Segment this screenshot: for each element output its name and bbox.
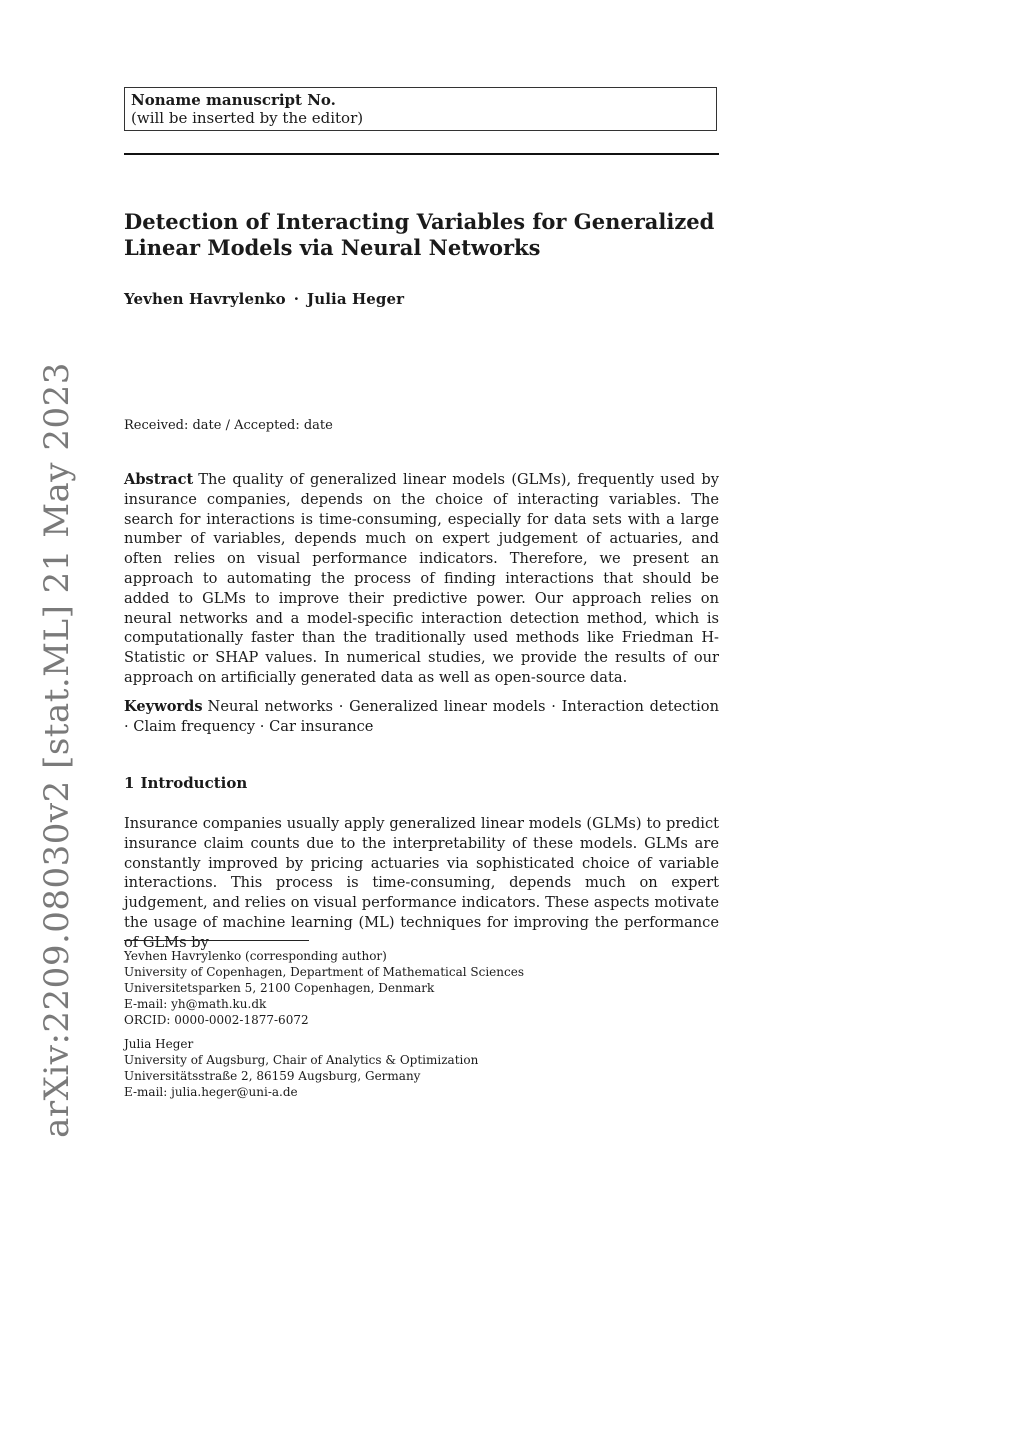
- affiliation-line: Universitätsstraße 2, 86159 Augsburg, Germany: [124, 1069, 421, 1083]
- affiliation-line: University of Augsburg, Chair of Analytics & Optimization: [124, 1053, 479, 1067]
- section-number: 1: [124, 774, 135, 792]
- affiliation-line: University of Copenhagen, Department of Mathematical Sciences: [124, 965, 524, 979]
- keywords-label: Keywords: [124, 698, 203, 715]
- author-list: [124, 290, 404, 308]
- section-heading: [124, 774, 247, 792]
- paper-title: Detection of Interacting Variables for Generalized Linear Models via Neural Networks: [124, 209, 715, 260]
- manuscript-box: [124, 87, 717, 131]
- section-title: Introduction: [140, 774, 248, 792]
- affiliation-email: E-mail: julia.heger@uni-a.de: [124, 1085, 298, 1099]
- affiliation-line: Julia Heger: [124, 1037, 194, 1051]
- abstract-label: Abstract: [124, 471, 194, 488]
- affiliation-line: Yevhen Havrylenko (corresponding author): [124, 949, 387, 963]
- author-name: Yevhen Havrylenko: [124, 290, 286, 308]
- abstract: [124, 470, 719, 688]
- title-rule: [124, 153, 719, 155]
- affiliation-line: Universitetsparken 5, 2100 Copenhagen, Denmark: [124, 981, 435, 995]
- introduction-text: Insurance companies usually apply generalized linear models (GLMs) to predict insurance claim counts due to the interpretability of these models. GLMs are constantly improved by pricing actuaries via sophisticated choice of variable interactions. This process is time-consuming, depends much on expert judgement, and relies on visual performance indicators. These aspects motivate the usage of machine learning (ML) techniques for improving the performance of GLMs by: [124, 815, 719, 951]
- received-date: Received: date / Accepted: date: [124, 418, 333, 433]
- arxiv-identifier-stamp: arXiv:2209.08030v2 [stat.ML] 21 May 2023: [37, 362, 77, 1138]
- editor-note: (will be inserted by the editor): [131, 109, 364, 127]
- manuscript-number: Noname manuscript No.: [131, 91, 336, 109]
- footnote-rule: [124, 940, 309, 941]
- affiliation-email: E-mail: yh@math.ku.dk: [124, 997, 267, 1011]
- affiliation-block: [124, 1036, 478, 1100]
- author-name: Julia Heger: [307, 290, 405, 308]
- keywords-text: Neural networks · Generalized linear models · Interaction detection · Claim frequency · Car insurance: [124, 698, 719, 735]
- affiliation-block: [124, 948, 524, 1028]
- author-separator: ·: [293, 290, 300, 308]
- abstract-text: The quality of generalized linear models (GLMs), frequently used by insurance companies, depends on the choice of interacting variables. The search for interactions is time-consuming, especially for data sets with a large number of variables, depends much on expert judgement of actuaries, and often relies on visual performance indicators. Therefore, we present an approach to automating the process of finding interactions that should be added to GLMs to improve their predictive power. Our approach relies on neural networks and a model-specific interaction detection method, which is computationally faster than the traditionally used methods like Friedman H-Statistic or SHAP values. In numerical studies, we provide the results of our approach on artificially generated data as well as open-source data.: [124, 471, 719, 686]
- keywords: [124, 697, 719, 737]
- affiliation-orcid: ORCID: 0000-0002-1877-6072: [124, 1013, 309, 1027]
